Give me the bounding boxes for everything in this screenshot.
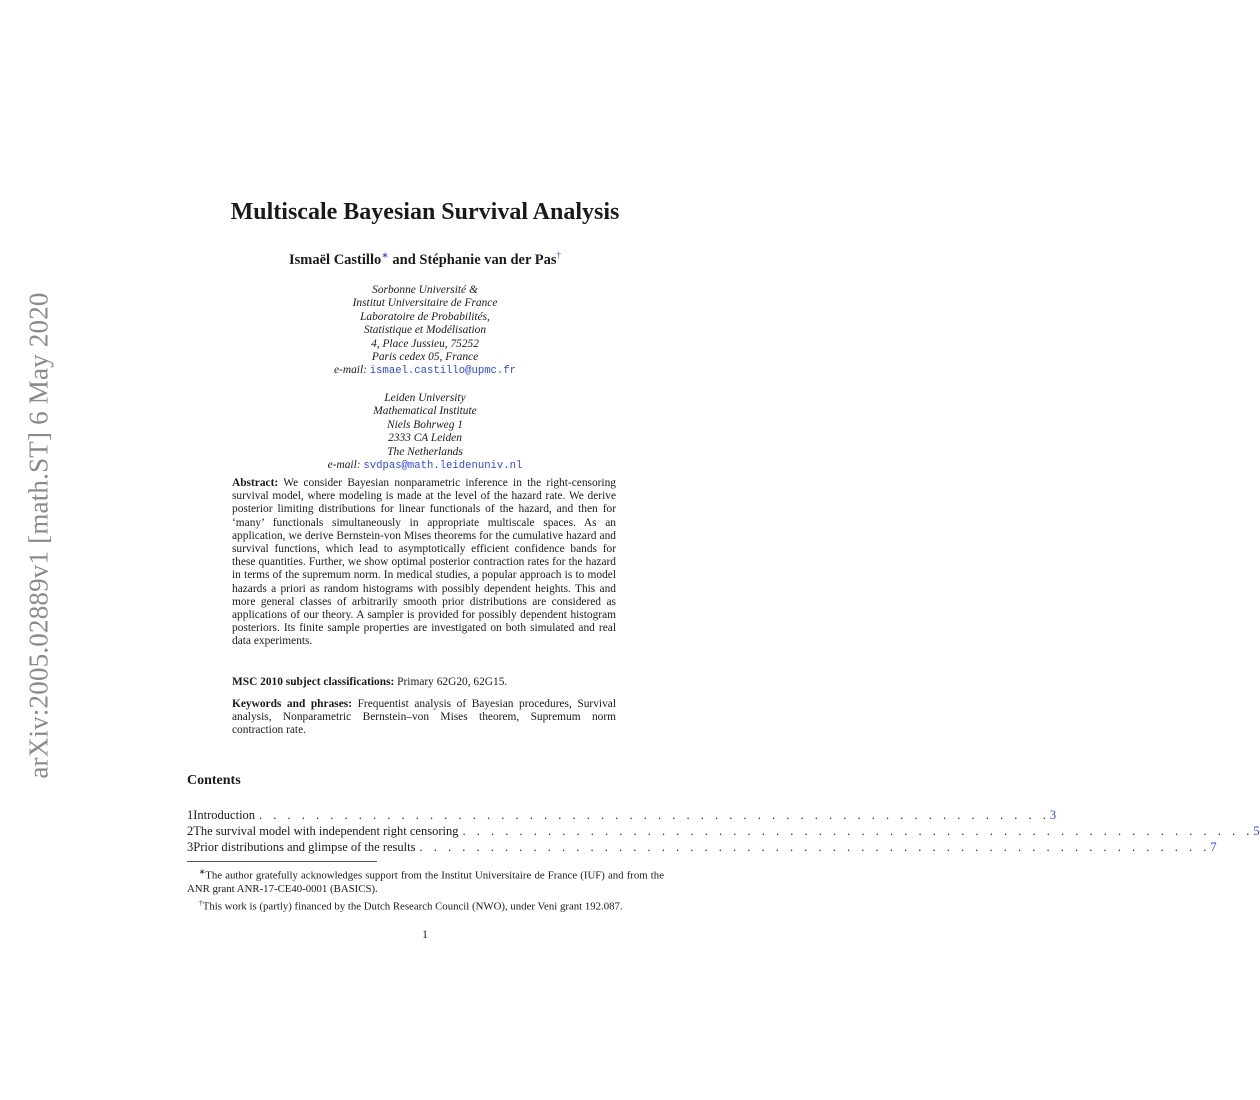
email-label: e-mail:: [334, 364, 370, 377]
email-label: e-mail:: [327, 459, 364, 472]
keywords: [232, 698, 616, 738]
toc-title: Prior distributions and glimpse of the results: [193, 840, 416, 854]
msc-text: Primary 62G20, 62G15.: [394, 676, 508, 688]
author-2: Stéphanie van der Pas: [419, 251, 557, 268]
footnote-2-mark: †: [199, 898, 203, 908]
toc-number: 1: [187, 808, 194, 822]
toc-leader-dots: . . . . . . . . . . . . . . . . . . . . . . . . . . . . . . . . . . . . . . . . . . . . . . . . . . . . . . . .: [462, 824, 1254, 838]
affiliation-2-line: 2333 CA Leiden: [388, 432, 462, 445]
footnote-2: [187, 896, 664, 914]
affiliation-2-line: Leiden University: [384, 392, 466, 404]
affiliation-1-line: Sorbonne Université &: [372, 284, 478, 296]
author-2-footnote-mark[interactable]: †: [556, 250, 562, 260]
toc-page-link[interactable]: 5: [1253, 824, 1260, 838]
toc-title: The survival model with independent right censoring: [193, 824, 459, 838]
affiliation-1-line: Statistique et Modélisation: [363, 324, 487, 337]
keywords-label: Keywords and phrases:: [232, 698, 352, 710]
affiliation-1-line: Institut Universitaire de France: [352, 297, 498, 310]
author-line: [0, 250, 850, 269]
keywords-text: Frequentist analysis of Bayesian procedures, Survival analysis, Nonparametric Bernstein–von Mises theorem, Supremum norm contraction rate.: [232, 698, 616, 737]
affiliation-2-line: The Netherlands: [387, 445, 463, 458]
msc-classification: [232, 676, 616, 689]
toc-page-link[interactable]: 3: [1049, 808, 1057, 822]
toc-entry[interactable]: [187, 807, 1057, 823]
footnote-1-mark: ∗: [199, 867, 206, 876]
arxiv-id-text: arXiv:2005.02889v1 [math.ST] 6 May 2020: [23, 291, 54, 779]
toc-leader-dots: . . . . . . . . . . . . . . . . . . . . . . . . . . . . . . . . . . . . . . . . . . . . . . . . . . . . . . . .: [419, 840, 1211, 854]
footnote-divider: [187, 861, 377, 862]
footnote-2-text: This work is (partly) financed by the Dutch Research Council (NWO), under Veni grant 192.087.: [202, 901, 623, 913]
footnotes: [187, 865, 664, 914]
affiliation-2-line: Mathematical Institute: [373, 405, 477, 418]
toc-entry[interactable]: [187, 823, 1260, 839]
toc-page-link[interactable]: 7: [1210, 840, 1217, 854]
email-link-vanderpas[interactable]: svdpas@math.leidenuniv.nl: [363, 460, 523, 473]
contents-heading: Contents: [187, 773, 241, 788]
abstract-label: Abstract:: [232, 477, 279, 489]
toc-number: 2: [187, 824, 194, 838]
author-1: Ismaël Castillo: [288, 251, 382, 268]
author-1-footnote-mark[interactable]: ∗: [381, 250, 389, 260]
footnote-1-text: The author gratefully acknowledges support from the Institut Universitaire de France (IUF) and from the ANR grant ANR-17-CE40-0001 (BASICS).: [187, 869, 664, 895]
paper-title: Multiscale Bayesian Survival Analysis: [230, 199, 620, 225]
affiliation-1-line: 4, Place Jussieu, 75252: [371, 337, 479, 350]
affiliation-2: [0, 392, 850, 473]
email-link-castillo[interactable]: ismael.castillo@upmc.fr: [369, 365, 516, 378]
footnote-1: [187, 865, 664, 896]
msc-label: MSC 2010 subject classifications:: [232, 676, 395, 688]
affiliation-1-line: Paris cedex 05, France: [371, 351, 479, 364]
author-conjunction: and: [388, 251, 420, 268]
table-of-contents: [187, 807, 1260, 855]
toc-leader-dots: . . . . . . . . . . . . . . . . . . . . . . . . . . . . . . . . . . . . . . . . . . . . . . . . . . . . . . . .: [259, 808, 1050, 822]
affiliation-1-line: Laboratoire de Probabilités,: [360, 310, 490, 323]
toc-title: Introduction: [193, 808, 256, 822]
abstract-text: We consider Bayesian nonparametric inference in the right-censoring survival model, where modeling is made at the level of the hazard rate. We derive posterior limiting distributions for linear functionals of the hazard, and then for ‘many’ functionals simultaneously in appropriate multiscale spaces. As an application, we derive Bernstein-von Mises theorems for the cumulative hazard and survival functions, which lead to asymptotically efficient confidence bands for these quantities. Further, we show optimal posterior contraction rates for the hazard in terms of the supremum norm. In medical studies, a popular approach is to model hazards a priori as random histograms with possibly dependent heights. This and more general classes of arbitrarily smooth prior distributions are considered as applications of our theory. A sampler is provided for possibly dependent histogram posteriors. Its finite sample properties are investigated on both simulated and real data experiments.: [232, 477, 616, 648]
toc-number: 3: [187, 840, 194, 854]
affiliation-1: [0, 284, 850, 379]
abstract: [232, 477, 616, 649]
affiliation-2-email-line: [0, 459, 850, 473]
page-number: 1: [422, 929, 428, 941]
affiliation-1-email-line: [0, 364, 850, 378]
toc-entry[interactable]: [187, 839, 1217, 855]
affiliation-2-line: Niels Bohrweg 1: [387, 418, 463, 431]
